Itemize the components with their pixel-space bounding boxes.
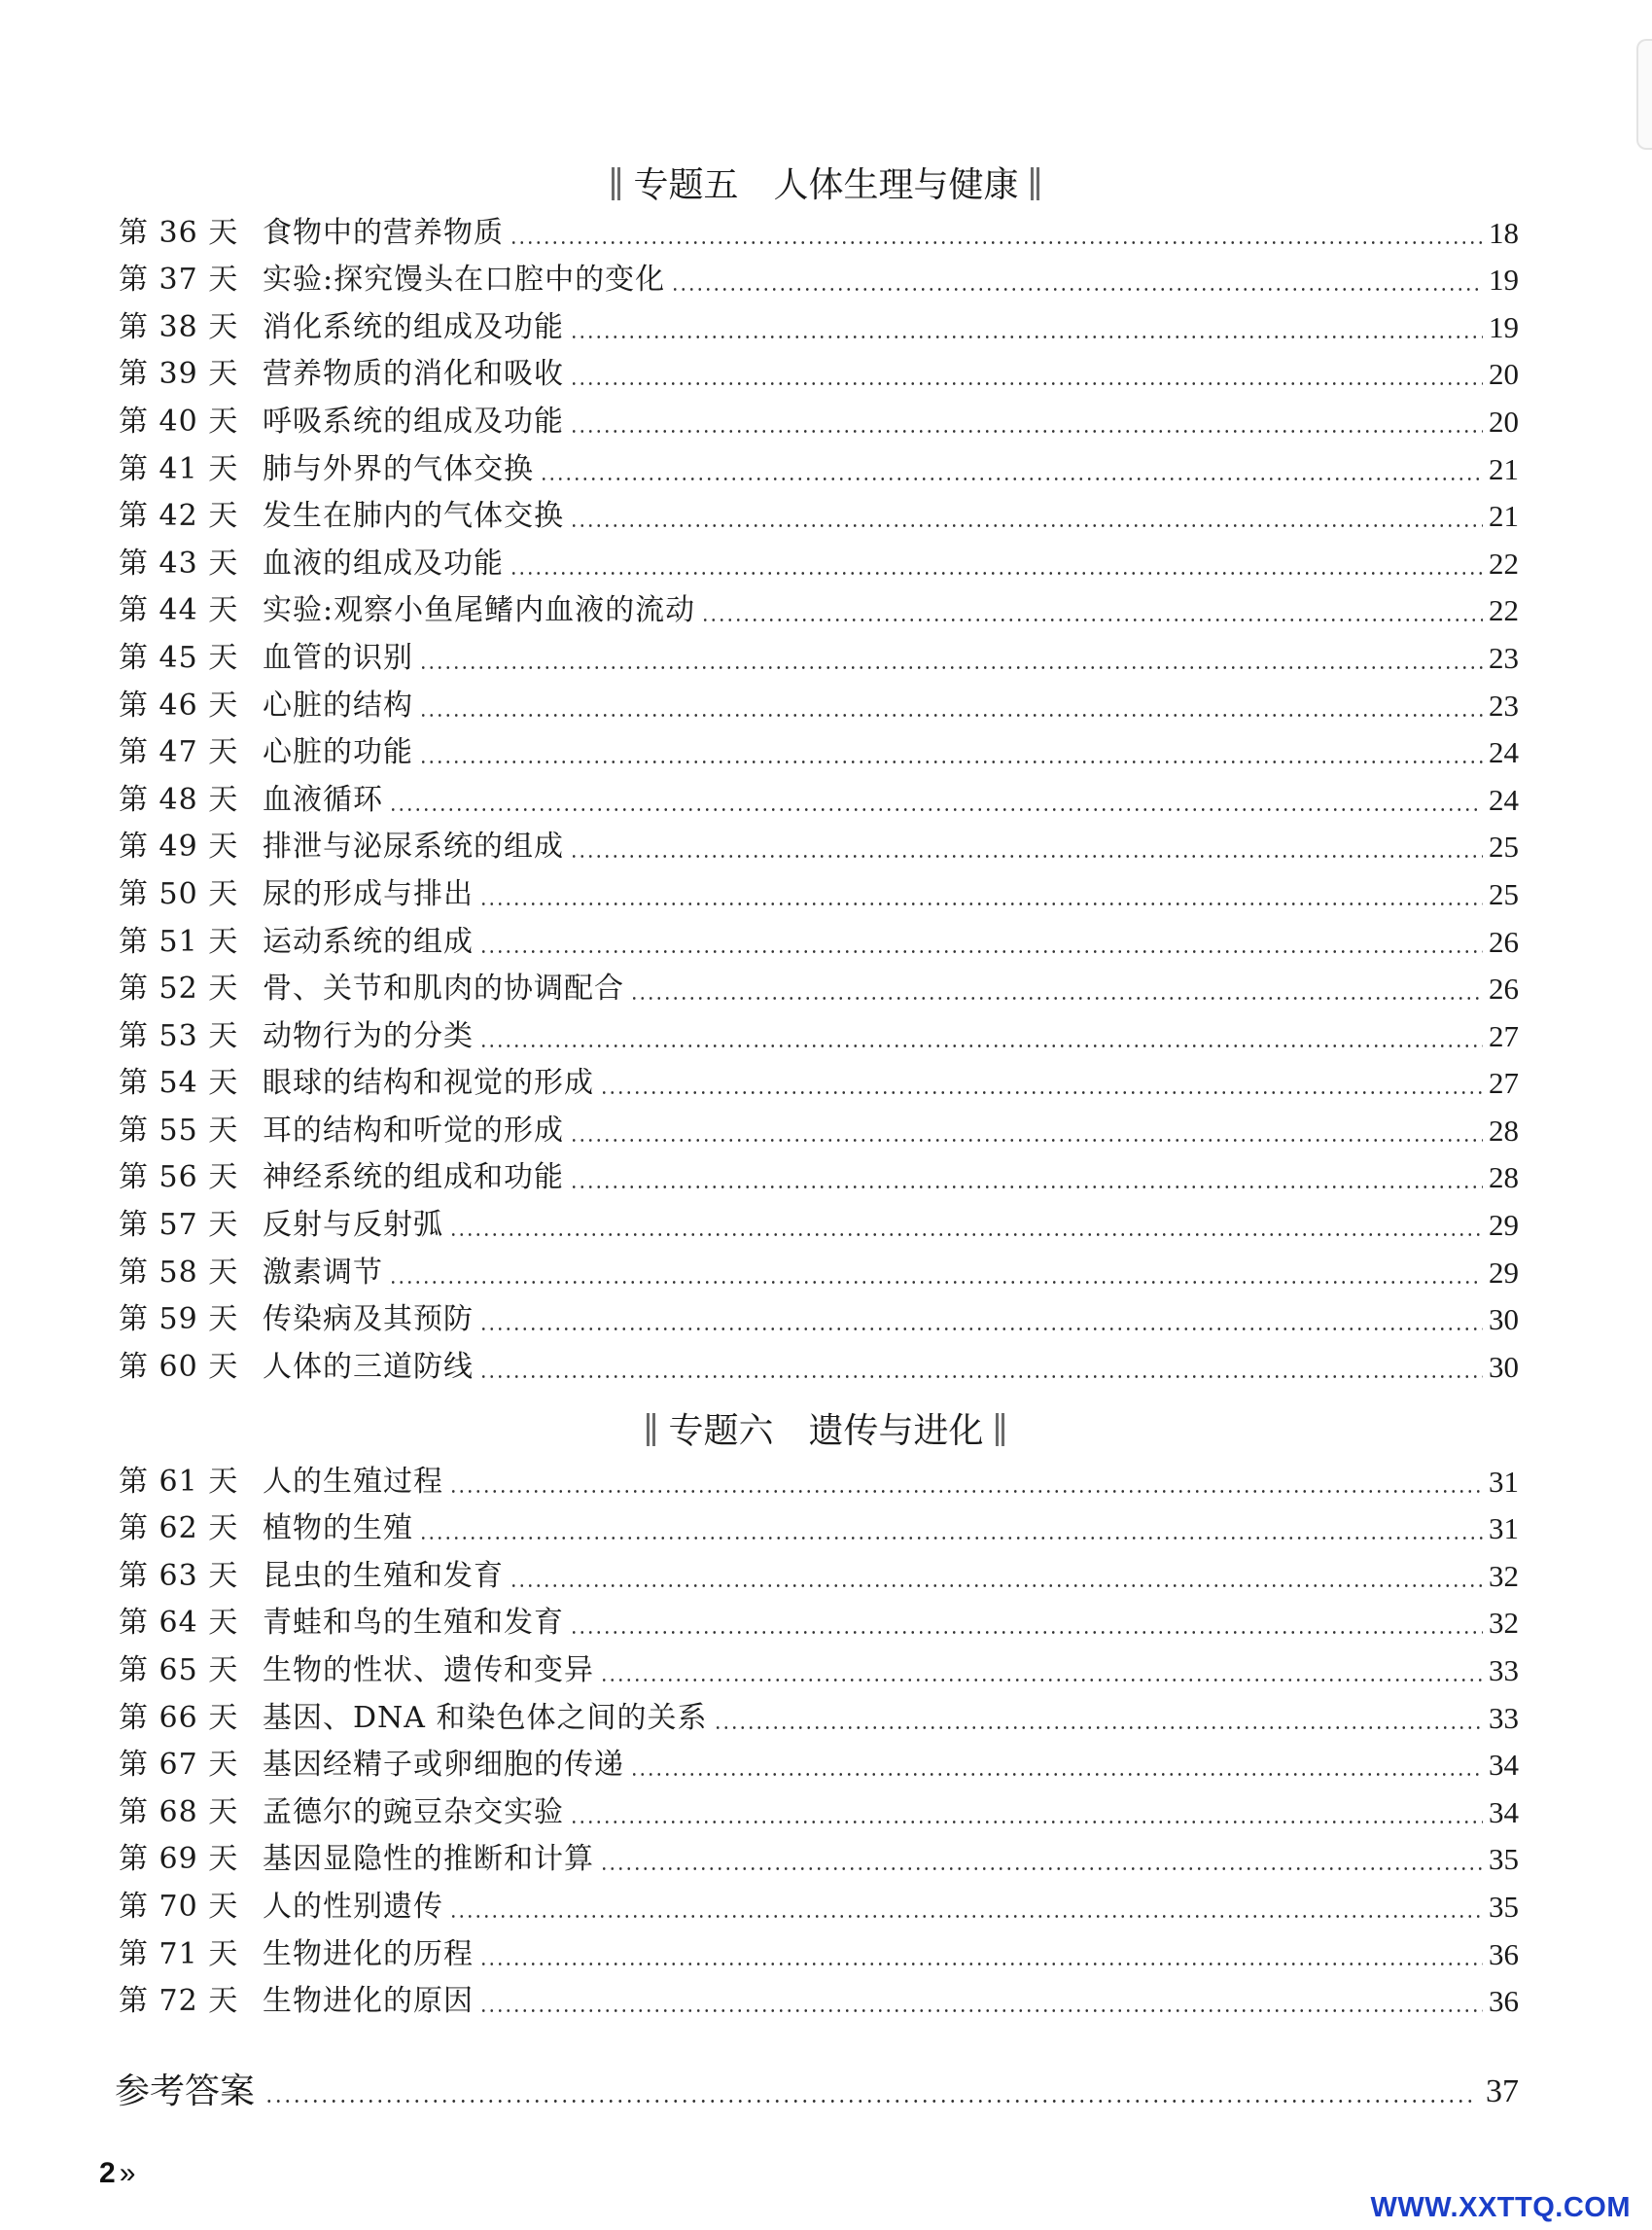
dot-leader <box>630 997 1483 1000</box>
title-bar-right <box>1029 167 1042 200</box>
toc-entry-title: 昆虫的生殖和发育 <box>263 1558 504 1593</box>
toc-entry-page: 31 <box>1489 1511 1519 1546</box>
toc-entry-page: 33 <box>1489 1652 1519 1687</box>
toc-entry-page: 31 <box>1489 1464 1519 1499</box>
toc-entry-title: 耳的结构和听觉的形成 <box>263 1113 564 1148</box>
toc-entry-page: 25 <box>1489 830 1519 865</box>
toc-entry[interactable] <box>119 1690 1519 1738</box>
dot-leader <box>630 1773 1483 1776</box>
toc-entry-day: 第 46 天 <box>119 688 239 723</box>
dot-leader <box>714 1726 1483 1729</box>
toc-entry[interactable] <box>119 1548 1519 1596</box>
dot-leader <box>419 1537 1483 1540</box>
toc-entry-day: 第 45 天 <box>119 640 239 675</box>
dot-leader <box>479 1375 1483 1378</box>
dot-leader <box>479 950 1483 953</box>
dot-leader <box>570 1186 1483 1188</box>
toc-entry[interactable] <box>119 536 1519 584</box>
toc-entry-day: 第 50 天 <box>119 876 239 911</box>
toc-entry-page: 24 <box>1489 735 1519 770</box>
toc-entry[interactable] <box>119 394 1519 442</box>
toc-entry-day: 第 72 天 <box>119 1984 239 2019</box>
toc-entry-title: 排泄与泌尿系统的组成 <box>263 830 564 865</box>
toc-entry-day: 第 59 天 <box>119 1302 239 1337</box>
toc-entry-title: 营养物质的消化和吸收 <box>263 357 564 392</box>
answers-title: 参考答案 <box>115 2071 256 2111</box>
toc-entry[interactable] <box>119 1785 1519 1832</box>
toc-entry[interactable] <box>119 1009 1519 1056</box>
page-number <box>99 2157 135 2190</box>
toc-entry-page: 25 <box>1489 876 1519 911</box>
toc-entry[interactable] <box>119 1292 1519 1340</box>
dot-leader <box>419 761 1483 763</box>
toc-entry-page: 27 <box>1489 1018 1519 1053</box>
toc-entry-title: 激素调节 <box>263 1255 383 1290</box>
toc-entry-page: 32 <box>1489 1606 1519 1641</box>
toc-entry-page: 27 <box>1489 1066 1519 1101</box>
toc-entry[interactable] <box>119 867 1519 914</box>
toc-entry-title: 呼吸系统的组成及功能 <box>263 404 564 439</box>
toc-entry-page: 22 <box>1489 546 1519 581</box>
toc-entry-day: 第 57 天 <box>119 1208 239 1243</box>
dot-leader <box>570 855 1483 858</box>
toc-entry[interactable] <box>119 253 1519 301</box>
toc-entry-title: 基因、DNA 和染色体之间的关系 <box>263 1700 708 1735</box>
toc-entry[interactable] <box>119 1832 1519 1880</box>
toc-entry[interactable] <box>119 1454 1519 1502</box>
toc-entry-page: 23 <box>1489 688 1519 723</box>
toc-entry[interactable] <box>119 678 1519 726</box>
toc-entry-title: 食物中的营养物质 <box>263 215 504 250</box>
toc-entry-day: 第 42 天 <box>119 499 239 534</box>
toc-entry-page: 28 <box>1489 1160 1519 1195</box>
toc-entry-page: 33 <box>1489 1700 1519 1735</box>
toc-entry-title: 血液的组成及功能 <box>263 546 504 581</box>
toc-entry[interactable] <box>119 205 1519 253</box>
toc-entry-day: 第 39 天 <box>119 357 239 392</box>
toc-entry[interactable] <box>119 347 1519 395</box>
toc-entry-title: 发生在肺内的气体交换 <box>263 499 564 534</box>
toc-entry[interactable] <box>119 1339 1519 1387</box>
dot-leader <box>540 478 1483 480</box>
toc-entry[interactable] <box>119 1596 1519 1644</box>
toc-entry[interactable] <box>119 962 1519 1009</box>
toc-entry-page: 26 <box>1489 972 1519 1007</box>
toc-entry-page: 36 <box>1489 1984 1519 2019</box>
toc-entry-title: 人的生殖过程 <box>263 1464 443 1499</box>
dot-leader <box>479 1044 1483 1047</box>
toc-entry-page: 18 <box>1489 215 1519 250</box>
toc-entry-day: 第 67 天 <box>119 1748 239 1783</box>
dot-leader <box>449 1915 1483 1918</box>
toc-entry-title: 血液循环 <box>263 782 383 817</box>
toc-entry-page: 29 <box>1489 1255 1519 1290</box>
toc-entry-title: 生物进化的原因 <box>263 1984 474 2019</box>
toc-entry-page: 28 <box>1489 1113 1519 1148</box>
toc-entry-title: 基因经精子或卵细胞的传递 <box>263 1748 624 1783</box>
toc-entry-page: 32 <box>1489 1558 1519 1593</box>
toc-entry[interactable] <box>119 300 1519 347</box>
title-bar-left <box>645 1413 658 1446</box>
toc-entry-title: 传染病及其预防 <box>263 1302 474 1337</box>
dot-leader <box>570 382 1483 385</box>
toc-entry[interactable] <box>119 772 1519 820</box>
dot-leader <box>570 430 1483 433</box>
toc-entry-title: 神经系统的组成和功能 <box>263 1160 564 1195</box>
toc-entry-page: 19 <box>1489 309 1519 344</box>
section-label: 专题五 <box>633 165 739 205</box>
dot-leader <box>570 336 1483 338</box>
toc-entry-day: 第 51 天 <box>119 924 239 959</box>
toc-entry[interactable] <box>119 489 1519 537</box>
toc-entry[interactable] <box>119 1643 1519 1690</box>
toc-entry[interactable] <box>119 726 1519 773</box>
toc-entry-page: 26 <box>1489 924 1519 959</box>
toc-entry-page: 29 <box>1489 1208 1519 1243</box>
toc-entry[interactable] <box>119 1197 1519 1245</box>
toc-entry-page: 24 <box>1489 782 1519 817</box>
dot-leader <box>570 1631 1483 1634</box>
toc-entry-day: 第 60 天 <box>119 1349 239 1384</box>
toc-entry-page: 21 <box>1489 451 1519 486</box>
toc-entry-page: 35 <box>1489 1842 1519 1877</box>
dot-leader <box>570 1821 1483 1823</box>
toc-entry-title: 反射与反射弧 <box>263 1208 443 1243</box>
dot-leader <box>600 1679 1483 1681</box>
toc-entry-day: 第 52 天 <box>119 972 239 1007</box>
toc-entry-title: 孟德尔的豌豆杂交实验 <box>263 1794 564 1829</box>
toc-entry[interactable] <box>119 1738 1519 1786</box>
answers-page: 37 <box>1486 2073 1519 2109</box>
toc-entry-page: 30 <box>1489 1302 1519 1337</box>
toc-entry-day: 第 48 天 <box>119 782 239 817</box>
toc-entry-page: 35 <box>1489 1889 1519 1924</box>
toc-entry-title: 实验:观察小鱼尾鳍内血液的流动 <box>263 593 696 628</box>
toc-entry-day: 第 38 天 <box>119 309 239 344</box>
toc-entry-day: 第 43 天 <box>119 546 239 581</box>
dot-leader <box>479 1327 1483 1330</box>
section-label: 专题六 <box>668 1411 774 1451</box>
toc-entry-title: 人的性别遗传 <box>263 1889 443 1924</box>
toc-entry[interactable] <box>119 630 1519 678</box>
toc-entry[interactable] <box>119 1927 1519 1974</box>
double-chevron-icon: » <box>119 2157 136 2189</box>
section-title-5 <box>0 161 1652 210</box>
toc-entry[interactable] <box>119 914 1519 962</box>
toc-entry[interactable] <box>119 1245 1519 1292</box>
dot-leader <box>449 1233 1483 1236</box>
toc-entry[interactable] <box>119 1502 1519 1549</box>
dot-leader <box>600 1867 1483 1870</box>
page-tab-edge <box>1636 39 1652 150</box>
dot-leader <box>510 241 1483 244</box>
toc-entry-title: 血管的识别 <box>263 640 413 675</box>
toc-entry-day: 第 70 天 <box>119 1889 239 1924</box>
toc-entry[interactable] <box>119 820 1519 867</box>
dot-leader <box>671 288 1483 291</box>
toc-entry-day: 第 62 天 <box>119 1511 239 1546</box>
section-title-6 <box>0 1407 1652 1456</box>
toc-entry[interactable] <box>119 584 1519 631</box>
toc-entry-day: 第 61 天 <box>119 1464 239 1499</box>
toc-entry-page: 30 <box>1489 1349 1519 1384</box>
toc-entry-title: 基因显隐性的推断和计算 <box>263 1842 594 1877</box>
toc-entry-day: 第 56 天 <box>119 1160 239 1195</box>
dot-leader <box>419 666 1483 669</box>
toc-entry-day: 第 55 天 <box>119 1113 239 1148</box>
toc-entry-day: 第 54 天 <box>119 1066 239 1101</box>
toc-entry[interactable] <box>119 1056 1519 1104</box>
section-subtitle: 人体生理与健康 <box>773 165 1019 205</box>
toc-entry-title: 青蛙和鸟的生殖和发育 <box>263 1606 564 1641</box>
toc-entry-title: 心脏的功能 <box>263 735 413 770</box>
toc-entry-page: 34 <box>1489 1748 1519 1783</box>
toc-entry-day: 第 41 天 <box>119 451 239 486</box>
toc-entry[interactable] <box>119 1879 1519 1927</box>
toc-entry-day: 第 66 天 <box>119 1700 239 1735</box>
toc-entry[interactable] <box>119 1150 1519 1198</box>
toc-entry-page: 20 <box>1489 404 1519 439</box>
section-subtitle: 遗传与进化 <box>808 1411 984 1451</box>
dot-leader <box>510 1584 1483 1587</box>
toc-entry-day: 第 68 天 <box>119 1794 239 1829</box>
toc-entry-day: 第 47 天 <box>119 735 239 770</box>
dot-leader <box>479 2009 1483 2012</box>
dot-leader <box>510 572 1483 575</box>
toc-entry-day: 第 64 天 <box>119 1606 239 1641</box>
title-bar-right <box>994 1413 1007 1446</box>
dot-leader <box>419 714 1483 717</box>
toc-entry-title: 肺与外界的气体交换 <box>263 451 534 486</box>
toc-entry-day: 第 63 天 <box>119 1558 239 1593</box>
dot-leader <box>479 1963 1483 1965</box>
toc-entry-day: 第 53 天 <box>119 1018 239 1053</box>
toc-entry-day: 第 36 天 <box>119 215 239 250</box>
toc-entry-title: 眼球的结构和视觉的形成 <box>263 1066 594 1101</box>
toc-entry-day: 第 40 天 <box>119 404 239 439</box>
toc-entry-day: 第 58 天 <box>119 1255 239 1290</box>
toc-entry-page: 20 <box>1489 357 1519 392</box>
dot-leader <box>389 1281 1483 1284</box>
dot-leader <box>600 1091 1483 1094</box>
toc-entry[interactable] <box>119 1103 1519 1150</box>
toc-entry-title: 实验:探究馒头在口腔中的变化 <box>263 263 666 298</box>
dot-leader <box>264 2100 1476 2103</box>
toc-list-section-6 <box>119 1454 1519 2021</box>
toc-entry-page: 19 <box>1489 263 1519 298</box>
toc-entry-page: 21 <box>1489 499 1519 534</box>
toc-entry-page: 36 <box>1489 1936 1519 1971</box>
toc-entry-day: 第 69 天 <box>119 1842 239 1877</box>
dot-leader <box>570 1139 1483 1142</box>
toc-entry-title: 运动系统的组成 <box>263 924 474 959</box>
toc-entry-title: 消化系统的组成及功能 <box>263 309 564 344</box>
dot-leader <box>570 524 1483 527</box>
toc-entry-title: 生物进化的历程 <box>263 1936 474 1971</box>
toc-entry-title: 生物的性状、遗传和变异 <box>263 1652 594 1687</box>
toc-entry-page: 34 <box>1489 1794 1519 1829</box>
page-number-value: 2 <box>99 2157 116 2189</box>
dot-leader <box>389 808 1483 811</box>
watermark: WWW.XXTTQ.COM <box>1370 2192 1631 2223</box>
toc-entry-day: 第 44 天 <box>119 593 239 628</box>
dot-leader <box>449 1490 1483 1493</box>
toc-entry-answers[interactable] <box>115 2064 1519 2114</box>
toc-entry-title: 动物行为的分类 <box>263 1018 474 1053</box>
toc-entry-title: 尿的形成与排出 <box>263 876 474 911</box>
toc-entry-title: 心脏的结构 <box>263 688 413 723</box>
toc-entry[interactable] <box>119 442 1519 489</box>
toc-entry-title: 人体的三道防线 <box>263 1349 474 1384</box>
toc-entry-title: 植物的生殖 <box>263 1511 413 1546</box>
toc-list-section-5 <box>119 205 1519 1387</box>
toc-entry-day: 第 65 天 <box>119 1652 239 1687</box>
toc-entry-title: 骨、关节和肌肉的协调配合 <box>263 972 624 1007</box>
title-bar-left <box>610 167 623 200</box>
dot-leader <box>479 903 1483 905</box>
toc-entry-day: 第 49 天 <box>119 830 239 865</box>
toc-entry-page: 23 <box>1489 640 1519 675</box>
toc-entry-day: 第 71 天 <box>119 1936 239 1971</box>
toc-entry[interactable] <box>119 1974 1519 2022</box>
dot-leader <box>701 619 1483 621</box>
toc-entry-page: 22 <box>1489 593 1519 628</box>
toc-entry-day: 第 37 天 <box>119 263 239 298</box>
